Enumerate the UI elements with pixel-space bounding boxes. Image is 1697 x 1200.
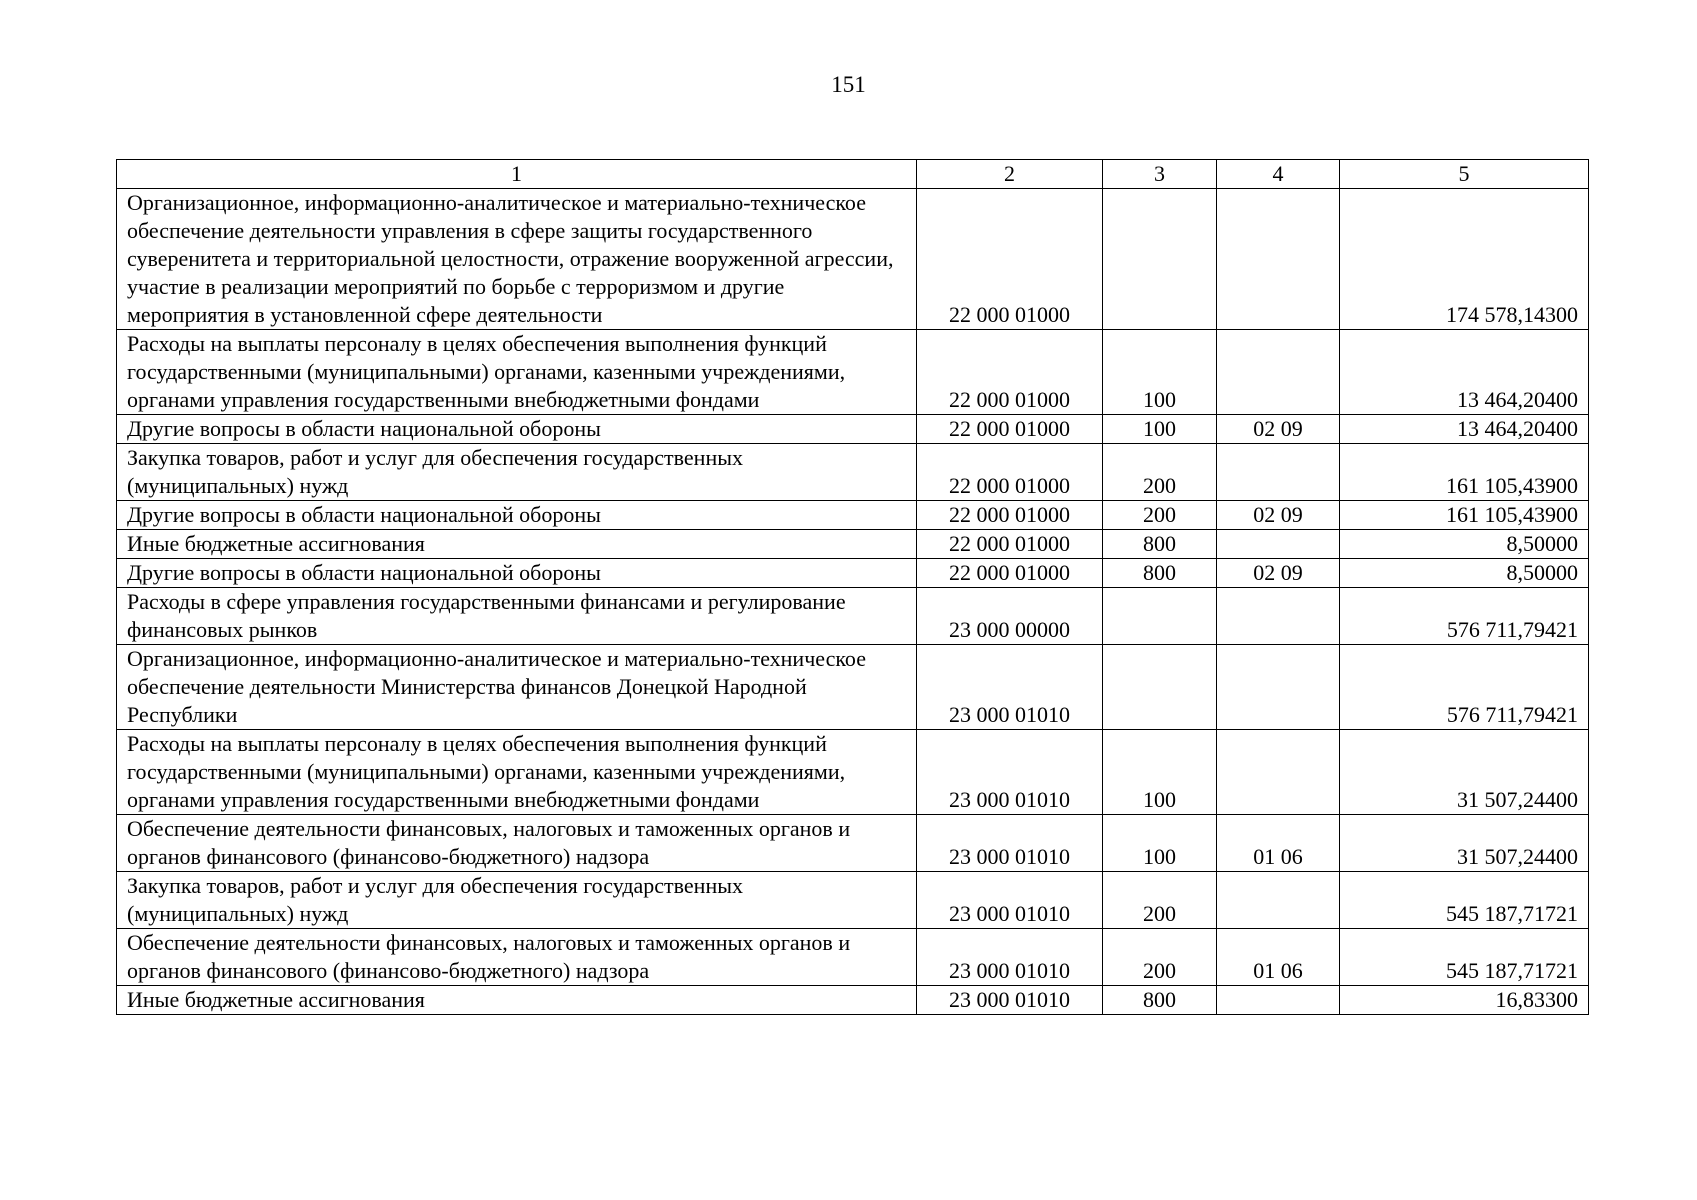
table-row bbox=[117, 530, 1589, 559]
table-row bbox=[117, 189, 1589, 330]
row-section-cell: 02 09 bbox=[1217, 501, 1340, 530]
row-vr-cell: 800 bbox=[1103, 530, 1217, 559]
row-section-cell bbox=[1217, 588, 1340, 645]
row-amount-cell: 545 187,71721 bbox=[1340, 929, 1589, 986]
row-name-cell: Обеспечение деятельности финансовых, налоговых и таможенных органов и органов финансового (финансово-бюджетного) надзора bbox=[117, 929, 917, 986]
row-section-cell: 02 09 bbox=[1217, 415, 1340, 444]
page-number: 151 bbox=[831, 72, 866, 97]
table-row bbox=[117, 872, 1589, 929]
table-row bbox=[117, 415, 1589, 444]
row-amount-cell: 161 105,43900 bbox=[1340, 444, 1589, 501]
row-code-cell: 23 000 00000 bbox=[917, 588, 1103, 645]
row-code-cell: 23 000 01010 bbox=[917, 929, 1103, 986]
row-name-cell: Другие вопросы в области национальной обороны bbox=[117, 415, 917, 444]
header-row bbox=[117, 160, 1589, 189]
row-section-cell: 01 06 bbox=[1217, 929, 1340, 986]
table-row bbox=[117, 559, 1589, 588]
row-amount-cell: 13 464,20400 bbox=[1340, 330, 1589, 415]
table-row bbox=[117, 730, 1589, 815]
row-code-cell: 23 000 01010 bbox=[917, 730, 1103, 815]
table-row bbox=[117, 986, 1589, 1015]
header-cell-vr: 3 bbox=[1103, 160, 1217, 189]
table-row bbox=[117, 588, 1589, 645]
row-name-cell: Расходы на выплаты персоналу в целях обеспечения выполнения функций государственными (муниципальными) органами, казенными учреждениями, органами управления государственными внебюджетными фондами bbox=[117, 330, 917, 415]
row-name-cell: Закупка товаров, работ и услуг для обеспечения государственных (муниципальных) нужд bbox=[117, 872, 917, 929]
table-row bbox=[117, 501, 1589, 530]
row-amount-cell: 174 578,14300 bbox=[1340, 189, 1589, 330]
row-code-cell: 23 000 01010 bbox=[917, 815, 1103, 872]
row-name-cell: Иные бюджетные ассигнования bbox=[117, 530, 917, 559]
budget-table bbox=[116, 159, 1589, 1015]
table-row bbox=[117, 330, 1589, 415]
row-code-cell: 22 000 01000 bbox=[917, 330, 1103, 415]
row-vr-cell: 100 bbox=[1103, 330, 1217, 415]
row-code-cell: 23 000 01010 bbox=[917, 986, 1103, 1015]
row-amount-cell: 161 105,43900 bbox=[1340, 501, 1589, 530]
row-name-cell: Другие вопросы в области национальной обороны bbox=[117, 559, 917, 588]
header-cell-amount: 5 bbox=[1340, 160, 1589, 189]
row-amount-cell: 8,50000 bbox=[1340, 530, 1589, 559]
row-vr-cell: 100 bbox=[1103, 415, 1217, 444]
row-amount-cell: 13 464,20400 bbox=[1340, 415, 1589, 444]
header-cell-section: 4 bbox=[1217, 160, 1340, 189]
row-amount-cell: 31 507,24400 bbox=[1340, 815, 1589, 872]
row-vr-cell: 100 bbox=[1103, 815, 1217, 872]
row-section-cell bbox=[1217, 986, 1340, 1015]
row-amount-cell: 16,83300 bbox=[1340, 986, 1589, 1015]
table-row bbox=[117, 645, 1589, 730]
row-section-cell bbox=[1217, 530, 1340, 559]
table-row bbox=[117, 815, 1589, 872]
row-vr-cell: 200 bbox=[1103, 501, 1217, 530]
row-name-cell: Другие вопросы в области национальной обороны bbox=[117, 501, 917, 530]
row-vr-cell: 800 bbox=[1103, 986, 1217, 1015]
row-name-cell: Организационное, информационно-аналитическое и материально-техническое обеспечение деятельности Министерства финансов Донецкой Народной Республики bbox=[117, 645, 917, 730]
row-section-cell bbox=[1217, 444, 1340, 501]
row-section-cell bbox=[1217, 330, 1340, 415]
row-section-cell bbox=[1217, 189, 1340, 330]
row-vr-cell: 800 bbox=[1103, 559, 1217, 588]
header-cell-code: 2 bbox=[917, 160, 1103, 189]
row-name-cell: Организационное, информационно-аналитическое и материально-техническое обеспечение деятельности управления в сфере защиты государственного суверенитета и территориальной целостности, отражение вооруженной агрессии, участие в реализации мероприятий по борьбе с терроризмом и другие мероприятия в установленной сфере деятельности bbox=[117, 189, 917, 330]
row-section-cell: 01 06 bbox=[1217, 815, 1340, 872]
row-name-cell: Расходы на выплаты персоналу в целях обеспечения выполнения функций государственными (муниципальными) органами, казенными учреждениями, органами управления государственными внебюджетными фондами bbox=[117, 730, 917, 815]
row-code-cell: 23 000 01010 bbox=[917, 645, 1103, 730]
header-cell-name: 1 bbox=[117, 160, 917, 189]
row-vr-cell: 200 bbox=[1103, 444, 1217, 501]
row-name-cell: Расходы в сфере управления государственными финансами и регулирование финансовых рынков bbox=[117, 588, 917, 645]
row-code-cell: 23 000 01010 bbox=[917, 872, 1103, 929]
row-name-cell: Закупка товаров, работ и услуг для обеспечения государственных (муниципальных) нужд bbox=[117, 444, 917, 501]
row-code-cell: 22 000 01000 bbox=[917, 415, 1103, 444]
row-code-cell: 22 000 01000 bbox=[917, 559, 1103, 588]
row-vr-cell bbox=[1103, 588, 1217, 645]
row-section-cell bbox=[1217, 872, 1340, 929]
table-row bbox=[117, 929, 1589, 986]
row-name-cell: Обеспечение деятельности финансовых, налоговых и таможенных органов и органов финансового (финансово-бюджетного) надзора bbox=[117, 815, 917, 872]
table-row bbox=[117, 444, 1589, 501]
row-amount-cell: 31 507,24400 bbox=[1340, 730, 1589, 815]
row-code-cell: 22 000 01000 bbox=[917, 444, 1103, 501]
row-amount-cell: 545 187,71721 bbox=[1340, 872, 1589, 929]
row-amount-cell: 576 711,79421 bbox=[1340, 645, 1589, 730]
row-vr-cell: 200 bbox=[1103, 872, 1217, 929]
row-code-cell: 22 000 01000 bbox=[917, 189, 1103, 330]
row-name-cell: Иные бюджетные ассигнования bbox=[117, 986, 917, 1015]
row-section-cell bbox=[1217, 730, 1340, 815]
row-section-cell: 02 09 bbox=[1217, 559, 1340, 588]
row-amount-cell: 576 711,79421 bbox=[1340, 588, 1589, 645]
row-code-cell: 22 000 01000 bbox=[917, 530, 1103, 559]
row-amount-cell: 8,50000 bbox=[1340, 559, 1589, 588]
row-vr-cell: 200 bbox=[1103, 929, 1217, 986]
row-vr-cell bbox=[1103, 189, 1217, 330]
row-vr-cell: 100 bbox=[1103, 730, 1217, 815]
row-vr-cell bbox=[1103, 645, 1217, 730]
row-code-cell: 22 000 01000 bbox=[917, 501, 1103, 530]
row-section-cell bbox=[1217, 645, 1340, 730]
